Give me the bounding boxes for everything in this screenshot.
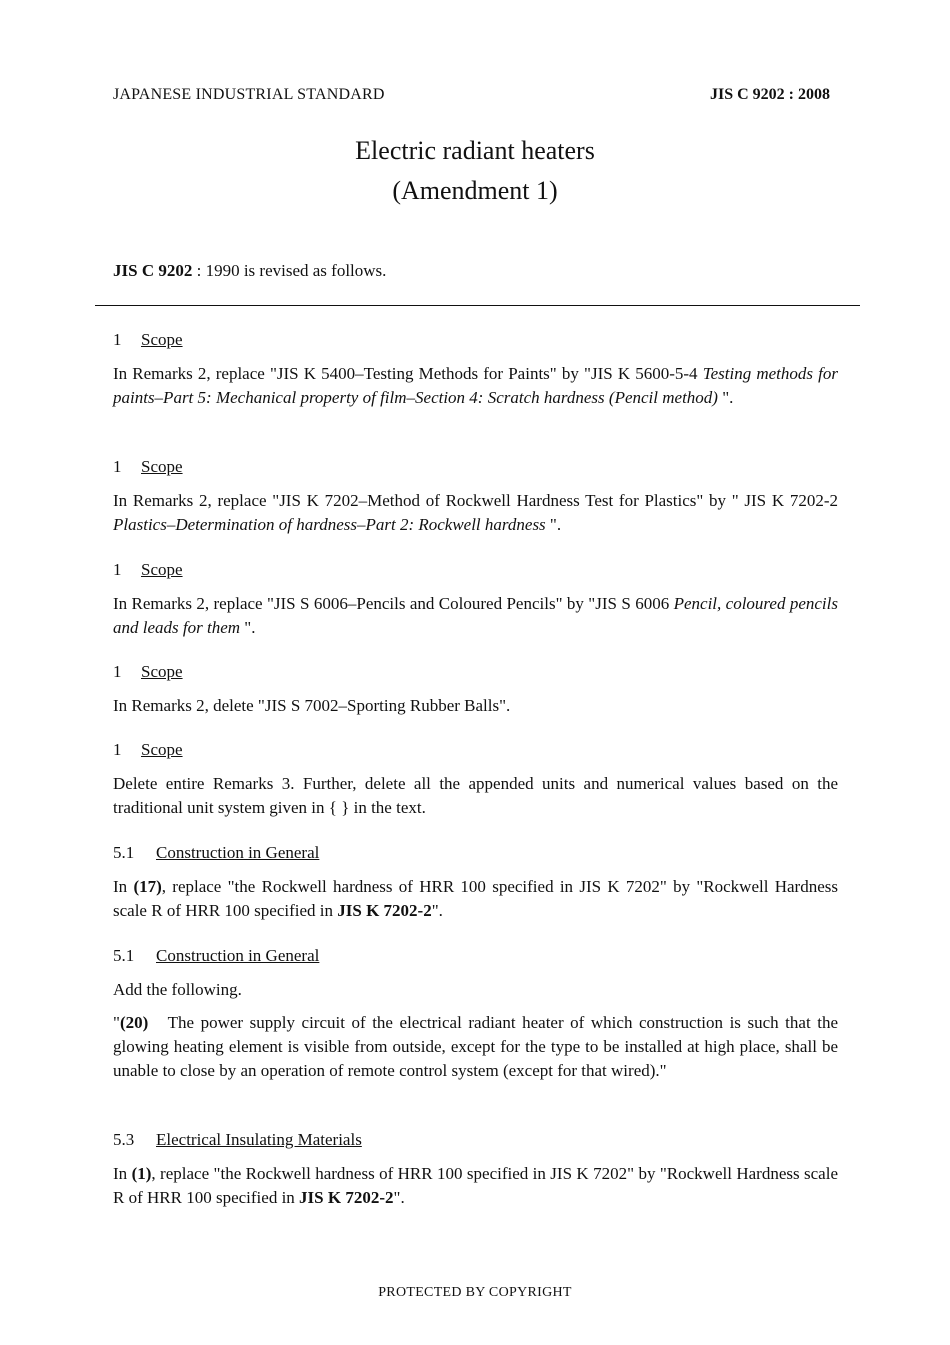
paragraph-text: In bbox=[113, 1164, 132, 1183]
section-title: Electrical Insulating Materials bbox=[156, 1130, 362, 1149]
revision-code: JIS C 9202 bbox=[113, 261, 193, 280]
section-number: 5.1 bbox=[113, 946, 135, 965]
revision-statement bbox=[113, 261, 386, 281]
section-number: 5.3 bbox=[113, 1130, 135, 1149]
paragraph-text: In Remarks 2, replace "JIS K 7202–Method of Rockwell Hardness Test for Plastics" by " JIS K 7202-2 bbox=[113, 491, 838, 510]
section-title: Scope bbox=[141, 740, 183, 759]
section-title: Construction in General bbox=[156, 946, 320, 965]
section-title: Scope bbox=[141, 457, 183, 476]
section-heading bbox=[113, 660, 183, 684]
section-title: Scope bbox=[141, 330, 183, 349]
paragraph-text: ". bbox=[545, 515, 562, 534]
paragraph-text: ". bbox=[393, 1188, 405, 1207]
document-subtitle: (Amendment 1) bbox=[392, 176, 558, 205]
section-heading bbox=[113, 738, 183, 762]
item-reference: (1) bbox=[131, 1164, 152, 1183]
section-heading bbox=[113, 944, 319, 968]
section-paragraph: Add the following. bbox=[113, 980, 242, 999]
standard-title: Plastics–Determination of hardness–Part 2: Rockwell hardness bbox=[113, 515, 546, 534]
section-number: 1 bbox=[113, 662, 122, 681]
document-code: JIS C 9202 : 2008 bbox=[709, 86, 830, 103]
section-paragraph bbox=[113, 489, 838, 537]
section-number: 1 bbox=[113, 740, 122, 759]
paragraph-text: ". bbox=[431, 901, 443, 920]
paragraph-text: , replace "the Rockwell hardness of HRR 100 specified in JIS K 7202" by "Rockwell Hardness scale R of HRR 100 specified in bbox=[113, 877, 838, 920]
paragraph-text: In Remarks 2, replace "JIS S 6006–Pencils and Coloured Pencils" by "JIS S 6006 bbox=[113, 594, 674, 613]
section-paragraph bbox=[113, 875, 838, 923]
section-title: Scope bbox=[141, 560, 183, 579]
section-paragraph: In Remarks 2, delete "JIS S 7002–Sporting Rubber Balls". bbox=[113, 696, 511, 715]
standard-reference: JIS K 7202-2 bbox=[299, 1188, 394, 1207]
paragraph-text: ". bbox=[240, 618, 256, 637]
section-number: 5.1 bbox=[113, 843, 135, 862]
paragraph-text: , replace "the Rockwell hardness of HRR 100 specified in JIS K 7202" by "Rockwell Hardness scale R of HRR 100 specified in bbox=[113, 1164, 838, 1207]
section-number: 1 bbox=[113, 457, 122, 476]
section-paragraph bbox=[113, 1162, 838, 1210]
section-number: 1 bbox=[113, 330, 122, 349]
standard-title: Testing methods for paints–Part 5: Mechanical property of film–Section 4: Scratch hardness (Pencil method) bbox=[113, 364, 838, 407]
section-heading bbox=[113, 455, 183, 479]
section-number: 1 bbox=[113, 560, 122, 579]
copyright-footer: PROTECTED BY COPYRIGHT bbox=[378, 1285, 572, 1300]
quoted-clause bbox=[113, 1011, 843, 1083]
section-heading bbox=[113, 558, 183, 582]
paragraph-text: ". bbox=[717, 388, 734, 407]
item-reference: (17) bbox=[133, 877, 162, 896]
revision-text: : 1990 is revised as follows. bbox=[192, 261, 387, 280]
section-paragraph: Delete entire Remarks 3. Further, delete all the appended units and numerical values based on the traditional unit system given in { } in the text. bbox=[113, 774, 838, 817]
paragraph-text: In Remarks 2, replace "JIS K 5400–Testing Methods for Paints" by "JIS K 5600-5-4 bbox=[113, 364, 703, 383]
header-divider bbox=[95, 305, 860, 306]
standard-title: Pencil, coloured pencils and leads for them bbox=[113, 594, 838, 637]
item-reference: (20) bbox=[119, 1013, 149, 1032]
standard-reference: JIS K 7202-2 bbox=[337, 901, 432, 920]
paragraph-text: In bbox=[113, 877, 134, 896]
clause-text: The power supply circuit of the electrical radiant heater of which construction is such that the glowing heating element is visible from outside, except for the type to be installed at high place, shall be unable to close by an operation of remote control system (except for that wired)." bbox=[113, 1013, 843, 1080]
document-standard-header: JAPANESE INDUSTRIAL STANDARD bbox=[113, 86, 385, 103]
section-title: Scope bbox=[141, 662, 183, 681]
section-title: Construction in General bbox=[156, 843, 320, 862]
document-title: Electric radiant heaters bbox=[355, 136, 595, 165]
section-heading bbox=[113, 328, 183, 352]
section-heading bbox=[113, 841, 319, 865]
section-paragraph bbox=[113, 362, 838, 410]
section-heading bbox=[113, 1128, 362, 1152]
section-paragraph bbox=[113, 592, 838, 640]
quote-mark: " bbox=[113, 1013, 120, 1032]
